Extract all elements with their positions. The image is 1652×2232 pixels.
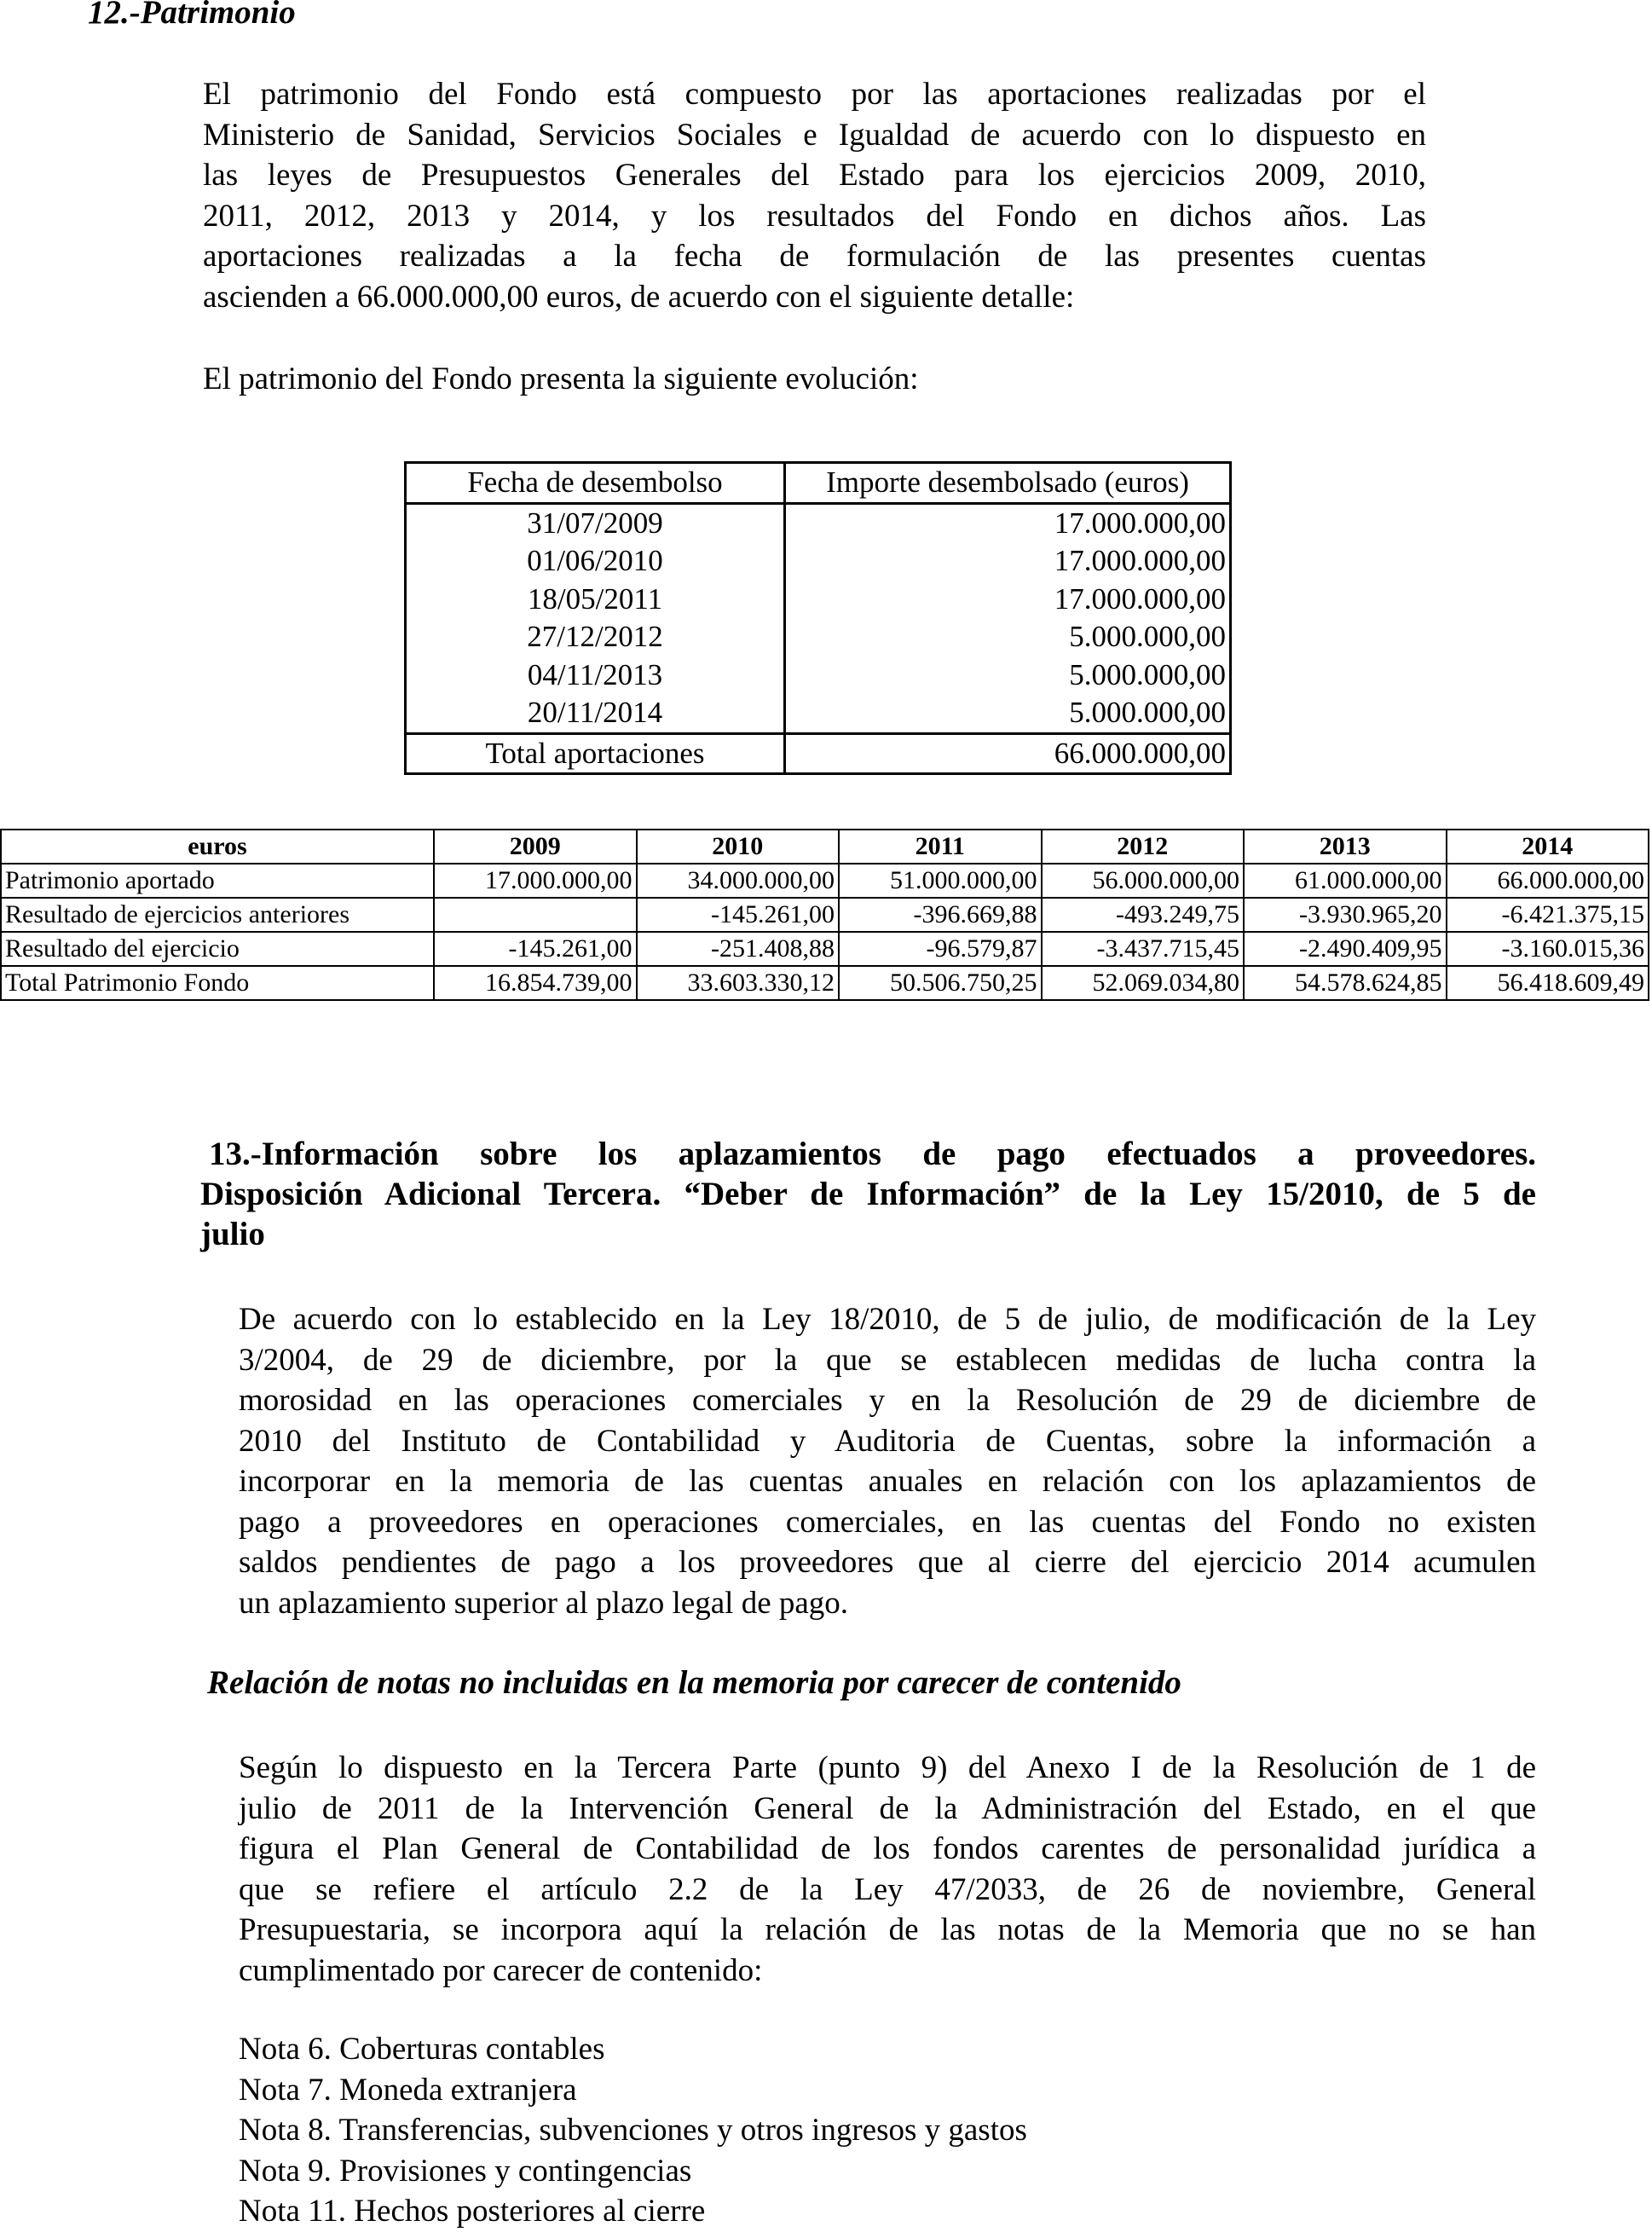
- table-cell: -251.408,88: [637, 932, 840, 966]
- paragraph-line: un aplazamiento superior al plazo legal de pago.: [239, 1585, 849, 1621]
- disbursement-date: 18/05/2011: [406, 581, 785, 619]
- table-cell: -3.437.715,45: [1042, 932, 1245, 966]
- table-header-cell: 2011: [839, 830, 1042, 864]
- total-label: Total aportaciones: [406, 733, 785, 774]
- disbursement-date: 31/07/2009: [406, 503, 785, 542]
- row-label: Total Patrimonio Fondo: [1, 966, 434, 1000]
- table-cell: 33.603.330,12: [637, 966, 840, 1000]
- paragraph-line: 2011, 2012, 2013 y 2014, y los resultados del Fondo en dichos años. Las: [203, 198, 1426, 234]
- table-cell: -145.261,00: [434, 932, 637, 966]
- disbursement-amount: 17.000.000,00: [785, 542, 1231, 581]
- table-header-cell: euros: [1, 830, 434, 864]
- list-item: Nota 11. Hechos posteriores al cierre: [239, 2194, 706, 2229]
- title-line: julio: [200, 1216, 265, 1252]
- list-item: Nota 8. Transferencias, subvenciones y otros ingresos y gastos: [239, 2113, 1027, 2148]
- title-line: Disposición Adicional Tercera. “Deber de Información” de la Ley 15/2010, de 5 de: [200, 1176, 1536, 1212]
- table-cell: 61.000.000,00: [1244, 864, 1447, 898]
- disbursement-amount: 17.000.000,00: [785, 503, 1231, 542]
- evolution-intro: El patrimonio del Fondo presenta la siguiente evolución:: [203, 361, 919, 396]
- table-cell: 54.578.624,85: [1244, 966, 1447, 1000]
- table-header-cell: 2009: [434, 830, 637, 864]
- table-cell: 56.000.000,00: [1042, 864, 1245, 898]
- section-12-paragraph: [203, 74, 1426, 317]
- table-header-cell: Fecha de desembolso: [406, 463, 785, 504]
- paragraph-line: Ministerio de Sanidad, Servicios Sociales e Igualdad de acuerdo con lo dispuesto en: [203, 117, 1426, 153]
- section-13-paragraph: [239, 1299, 1536, 1623]
- table-cell: -493.249,75: [1042, 898, 1245, 932]
- section-13-title: [200, 1134, 1536, 1254]
- table-total-row: [406, 733, 1231, 774]
- table-header-row: [1, 830, 1649, 864]
- row-label: Resultado del ejercicio: [1, 932, 434, 966]
- table-header-cell: Importe desembolsado (euros): [785, 463, 1231, 504]
- total-value: 66.000.000,00: [785, 733, 1231, 774]
- table-row: [1, 898, 1649, 932]
- paragraph-line: 2010 del Instituto de Contabilidad y Auditoria de Cuentas, sobre la información a: [239, 1423, 1536, 1459]
- table-header-cell: 2010: [637, 830, 840, 864]
- table-cell: -2.490.409,95: [1244, 932, 1447, 966]
- table-cell: -396.669,88: [839, 898, 1042, 932]
- table-row: [406, 503, 1231, 542]
- table-row: [406, 694, 1231, 733]
- table-row: [406, 656, 1231, 695]
- paragraph-line: aportaciones realizadas a la fecha de formulación de las presentes cuentas: [203, 239, 1426, 274]
- notes-list: [239, 2029, 1027, 2232]
- table-cell: [434, 898, 637, 932]
- table-cell: 34.000.000,00: [637, 864, 840, 898]
- table-cell: 56.418.609,49: [1447, 966, 1649, 1000]
- table-cell: -96.579,87: [839, 932, 1042, 966]
- list-item: Nota 7. Moneda extranjera: [239, 2072, 577, 2108]
- title-line: 13.-Información sobre los aplazamientos de pago efectuados a proveedores.: [209, 1136, 1536, 1172]
- paragraph-line: 3/2004, de 29 de diciembre, por la que se establecen medidas de lucha contra la: [239, 1342, 1536, 1378]
- row-label: Resultado de ejercicios anteriores: [1, 898, 434, 932]
- table-cell: 52.069.034,80: [1042, 966, 1245, 1000]
- paragraph-line: incorporar en la memoria de las cuentas anuales en relación con los aplazamientos de: [239, 1464, 1536, 1499]
- paragraph-line: morosidad en las operaciones comerciales y en la Resolución de 29 de diciembre de: [239, 1383, 1536, 1418]
- list-item: Nota 9. Provisiones y contingencias: [239, 2153, 692, 2189]
- table-cell: -6.421.375,15: [1447, 898, 1649, 932]
- paragraph-line: las leyes de Presupuestos Generales del Estado para los ejercicios 2009, 2010,: [203, 158, 1426, 193]
- evolution-table: [0, 829, 1649, 1001]
- paragraph-line: Presupuestaria, se incorpora aquí la relación de las notas de la Memoria que no se han: [239, 1912, 1536, 1947]
- disbursement-date: 04/11/2013: [406, 656, 785, 695]
- paragraph-line: figura el Plan General de Contabilidad de los fondos carentes de personalidad jurídica a: [239, 1831, 1536, 1866]
- table-header-cell: 2013: [1244, 830, 1447, 864]
- notes-section-title: Relación de notas no incluidas en la memoria por carecer de contenido: [207, 1664, 1181, 1701]
- disbursement-amount: 5.000.000,00: [785, 694, 1231, 733]
- table-cell: -145.261,00: [637, 898, 840, 932]
- table-cell: 50.506.750,25: [839, 966, 1042, 1000]
- section-12-title: 12.-Patrimonio: [88, 0, 296, 31]
- table-cell: -3.160.015,36: [1447, 932, 1649, 966]
- table-cell: -3.930.965,20: [1244, 898, 1447, 932]
- paragraph-line: cumplimentado por carecer de contenido:: [239, 1952, 763, 1988]
- table-cell: 17.000.000,00: [434, 864, 637, 898]
- table-cell: 16.854.739,00: [434, 966, 637, 1000]
- disbursement-table: [404, 461, 1232, 775]
- table-header-cell: 2012: [1042, 830, 1245, 864]
- paragraph-line: De acuerdo con lo establecido en la Ley 18/2010, de 5 de julio, de modificación de la Ley: [239, 1302, 1536, 1337]
- disbursement-amount: 5.000.000,00: [785, 618, 1231, 656]
- table-row: [406, 581, 1231, 619]
- paragraph-line: pago a proveedores en operaciones comerciales, en las cuentas del Fondo no existen: [239, 1504, 1536, 1540]
- paragraph-line: ascienden a 66.000.000,00 euros, de acuerdo con el siguiente detalle:: [203, 279, 1075, 315]
- table-cell: 51.000.000,00: [839, 864, 1042, 898]
- paragraph-line: julio de 2011 de la Intervención General de la Administración del Estado, en el que: [239, 1790, 1536, 1826]
- disbursement-date: 01/06/2010: [406, 542, 785, 581]
- table-row: [406, 618, 1231, 656]
- table-row: [1, 864, 1649, 898]
- disbursement-date: 27/12/2012: [406, 618, 785, 656]
- table-row: [406, 542, 1231, 581]
- table-header-row: [406, 463, 1231, 504]
- table-row: [1, 932, 1649, 966]
- table-row: [1, 966, 1649, 1000]
- disbursement-amount: 17.000.000,00: [785, 581, 1231, 619]
- row-label: Patrimonio aportado: [1, 864, 434, 898]
- disbursement-amount: 5.000.000,00: [785, 656, 1231, 695]
- notes-section-paragraph: [239, 1748, 1536, 1991]
- paragraph-line: El patrimonio del Fondo está compuesto por las aportaciones realizadas por el: [203, 77, 1426, 112]
- paragraph-line: que se refiere el artículo 2.2 de la Ley 47/2033, de 26 de noviembre, General: [239, 1871, 1536, 1907]
- table-header-cell: 2014: [1447, 830, 1649, 864]
- paragraph-line: saldos pendientes de pago a los proveedores que al cierre del ejercicio 2014 acumulen: [239, 1545, 1536, 1580]
- table-cell: 66.000.000,00: [1447, 864, 1649, 898]
- paragraph-line: Según lo dispuesto en la Tercera Parte (punto 9) del Anexo I de la Resolución de 1 de: [239, 1750, 1536, 1785]
- disbursement-date: 20/11/2014: [406, 694, 785, 733]
- list-item: Nota 6. Coberturas contables: [239, 2032, 605, 2067]
